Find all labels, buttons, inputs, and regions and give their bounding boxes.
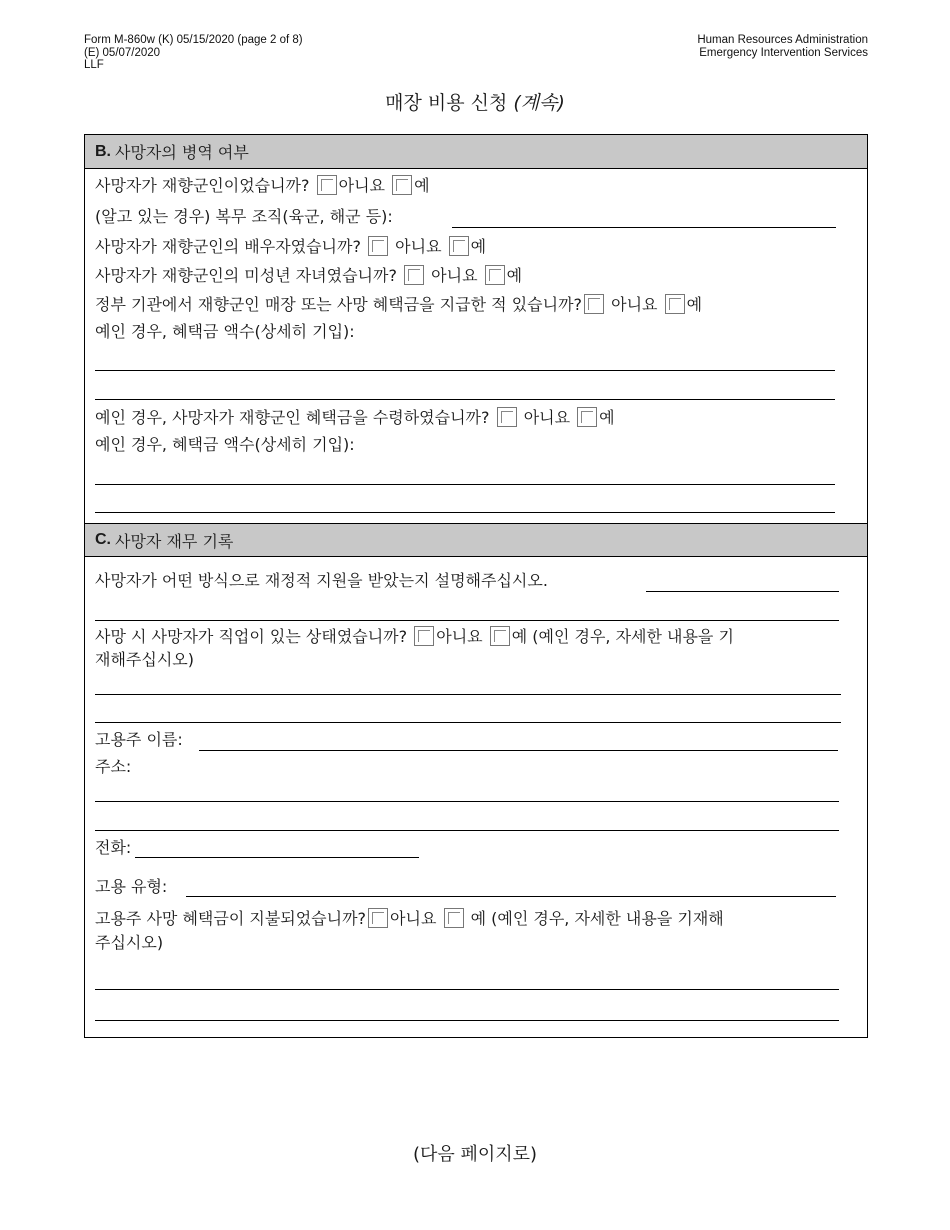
address-field-2[interactable] [95, 830, 839, 831]
financial-support-field-1[interactable] [646, 591, 839, 592]
minor-child-no-checkbox[interactable] [404, 265, 424, 285]
veteran-question-row: 사망자가 재향군인이었습니까? 아니요 예 [95, 176, 430, 195]
branch-row: (알고 있는 경우) 복무 조직(육군, 해군 등): [95, 207, 393, 226]
employer-benefit-question-row: 고용주 사망 혜택금이 지불되었습니까? 아니요 예 (예인 경우, 자세한 내용을 기재해 [95, 909, 724, 928]
employed-no-checkbox[interactable] [414, 626, 434, 646]
section-b-header [85, 135, 867, 169]
agency-division: Emergency Intervention Services [699, 46, 868, 59]
employed-question-cont: 재해주십시오) [95, 650, 194, 669]
financial-support-field-2[interactable] [95, 620, 839, 621]
spouse-no-checkbox[interactable] [368, 236, 388, 256]
received-benefit-amount-label: 예인 경우, 혜택금 액수(상세히 기입): [95, 435, 355, 454]
agency-block [697, 34, 868, 59]
employment-type-field[interactable] [186, 896, 836, 897]
spouse-question-row: 사망자가 재향군인의 배우자였습니까? 아니요 예 [95, 237, 487, 256]
phone-field[interactable] [135, 857, 419, 858]
form-code: LLF [84, 59, 104, 71]
phone-label: 전화: [95, 838, 132, 857]
form-number: Form M-860w (K) 05/15/2020 (page 2 of 8) [84, 34, 303, 46]
address-label: 주소: [95, 757, 132, 776]
veteran-no-checkbox[interactable] [317, 175, 337, 195]
gov-benefit-no-checkbox[interactable] [584, 294, 604, 314]
employment-details-field-2[interactable] [95, 722, 841, 723]
form-id-block [84, 34, 303, 72]
veteran-yes-checkbox[interactable] [392, 175, 412, 195]
continued-next-page: (다음 페이지로) [412, 1144, 538, 1165]
section-c-title: 사망자 재무 기록 [115, 531, 234, 551]
employer-benefit-details-field-2[interactable] [95, 1020, 839, 1021]
employed-yes-checkbox[interactable] [490, 626, 510, 646]
section-c-header [85, 524, 867, 557]
form-english-date: (E) 05/07/2020 [84, 46, 161, 59]
employer-name-label: 고용주 이름: [95, 730, 183, 749]
employer-benefit-no-checkbox[interactable] [368, 908, 388, 928]
branch-field[interactable] [452, 227, 836, 228]
section-c-box [84, 523, 868, 1038]
section-c-letter: C. [95, 531, 111, 548]
employer-benefit-question-cont: 주십시오) [95, 933, 164, 952]
gov-benefit-question-row: 정부 기관에서 재향군인 매장 또는 사망 혜택금을 지급한 적 있습니까? 아니요 예 [95, 295, 703, 314]
section-b-letter: B. [95, 142, 111, 160]
employment-type-label: 고용 유형: [95, 877, 168, 896]
agency-name: Human Resources Administration [697, 34, 868, 46]
received-benefit-no-checkbox[interactable] [497, 407, 517, 427]
gov-benefit-yes-checkbox[interactable] [665, 294, 685, 314]
minor-child-yes-checkbox[interactable] [485, 265, 505, 285]
minor-child-question-row: 사망자가 재향군인의 미성년 자녀였습니까? 아니요 예 [95, 266, 523, 285]
gov-benefit-amount-field-2[interactable] [95, 399, 835, 400]
received-benefit-yes-checkbox[interactable] [577, 407, 597, 427]
employer-benefit-yes-checkbox[interactable] [444, 908, 464, 928]
gov-benefit-amount-field-1[interactable] [95, 370, 835, 371]
employer-benefit-details-field-1[interactable] [95, 989, 839, 990]
address-field-1[interactable] [95, 801, 839, 802]
gov-benefit-amount-label: 예인 경우, 혜택금 액수(상세히 기입): [95, 322, 355, 341]
spouse-yes-checkbox[interactable] [449, 236, 469, 256]
employed-question-row: 사망 시 사망자가 직업이 있는 상태였습니까? 아니요 예 (예인 경우, 자세한 내용을 기 [95, 627, 734, 646]
employer-name-field[interactable] [199, 750, 838, 751]
title-continued: (계속) [513, 92, 565, 114]
page-title: 매장 비용 신청 (계속) [385, 92, 565, 114]
received-benefit-amount-field-1[interactable] [95, 484, 835, 485]
received-benefit-question-row: 예인 경우, 사망자가 재향군인 혜택금을 수령하였습니까? 아니요 예 [95, 408, 615, 427]
employment-details-field-1[interactable] [95, 694, 841, 695]
financial-support-row: 사망자가 어떤 방식으로 재정적 지원을 받았는지 설명해주십시오. [95, 571, 548, 590]
received-benefit-amount-field-2[interactable] [95, 512, 835, 513]
section-b-title: 사망자의 병역 여부 [115, 143, 249, 162]
